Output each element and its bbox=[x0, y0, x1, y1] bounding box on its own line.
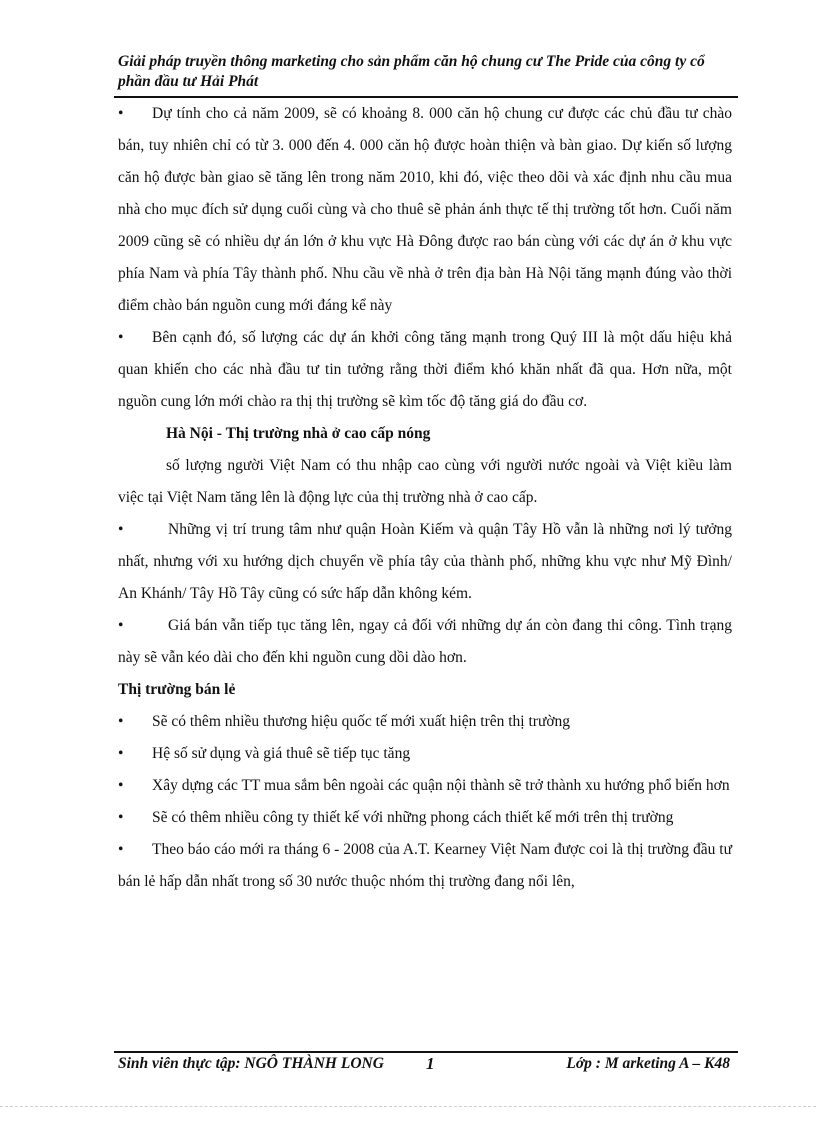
bullet-paragraph bbox=[118, 98, 732, 322]
bullet-icon: • bbox=[118, 713, 124, 730]
page-header-title: Giải pháp truyền thông marketing cho sản phẩm căn hộ chung cư The Pride của công ty cổ phần đầu tư Hải Phát bbox=[118, 53, 705, 90]
bullet-paragraph bbox=[118, 514, 732, 610]
bullet-icon: • bbox=[118, 777, 124, 794]
section-heading-retail: Thị trường bán lẻ bbox=[118, 681, 236, 698]
bullet-paragraph bbox=[118, 770, 732, 802]
bullet-icon: • bbox=[118, 521, 124, 538]
paragraph-text: Theo báo cáo mới ra tháng 6 - 2008 của A.T. Kearney Việt Nam được coi là thị trường đầu tư bán lẻ hấp dẫn nhất trong số 30 nước thuộc nhóm thị trường đang nổi lên, bbox=[118, 841, 732, 890]
bullet-icon: • bbox=[118, 809, 124, 826]
bullet-paragraph bbox=[118, 738, 732, 770]
footer-student-name: Sinh viên thực tập: NGÔ THÀNH LONG bbox=[118, 1055, 384, 1072]
bullet-icon: • bbox=[118, 745, 124, 762]
bullet-paragraph bbox=[118, 322, 732, 418]
paragraph-text: Dự tính cho cả năm 2009, sẽ có khoảng 8. 000 căn hộ chung cư được các chủ đầu tư chào bán, tuy nhiên chỉ có từ 3. 000 đến 4. 000 căn hộ được hoàn thiện và bàn giao. Dự kiến số lượng căn hộ được bàn giao sẽ tăng lên trong năm 2010, khi đó, việc theo dõi và xác định nhu cầu mua nhà cho mục đích sử dụng cuối cùng và cho thuê sẽ phản ánh thực tế thị trường tốt hơn. Cuối năm 2009 cũng sẽ có nhiều dự án lớn ở khu vực Hà Đông được rao bán cùng với các dự án ở khu vực phía Nam và phía Tây thành phố. Nhu cầu về nhà ở trên địa bàn Hà Nội tăng mạnh đúng vào thời điểm chào bán nguồn cung mới đáng kể này bbox=[118, 105, 732, 314]
section-heading-hanoi: Hà Nội - Thị trường nhà ở cao cấp nóng bbox=[166, 425, 431, 442]
bullet-paragraph bbox=[118, 706, 732, 738]
paragraph-text: Xây dựng các TT mua sắm bên ngoài các quận nội thành sẽ trở thành xu hướng phổ biến hơn bbox=[152, 777, 730, 794]
page-footer bbox=[118, 1053, 738, 1075]
bullet-paragraph bbox=[118, 802, 732, 834]
bullet-paragraph bbox=[118, 610, 732, 674]
bullet-icon: • bbox=[118, 841, 124, 858]
bullet-icon: • bbox=[118, 617, 124, 634]
paragraph-text: Giá bán vẫn tiếp tục tăng lên, ngay cả đối với những dự án còn đang thi công. Tình trạng này sẽ vẫn kéo dài cho đến khi nguồn cung dồi dào hơn. bbox=[118, 617, 732, 666]
paragraph-text: Bên cạnh đó, số lượng các dự án khởi công tăng mạnh trong Quý III là một dấu hiệu khả quan khiến cho các nhà đầu tư tin tưởng rằng thời điểm khó khăn nhất đã qua. Hơn nữa, một nguồn cung lớn mới chào ra thị thị trường sẽ kìm tốc độ tăng giá do đầu cơ. bbox=[118, 329, 732, 410]
page-number: 1 bbox=[426, 1054, 435, 1073]
paragraph-text: Hệ số sử dụng và giá thuê sẽ tiếp tục tăng bbox=[152, 745, 411, 762]
bullet-paragraph bbox=[118, 834, 732, 898]
page-break-line bbox=[0, 1106, 816, 1107]
footer-class: Lớp : M arketing A – K48 bbox=[566, 1055, 730, 1072]
paragraph-text: Sẽ có thêm nhiều thương hiệu quốc tế mới xuất hiện trên thị trường bbox=[152, 713, 571, 730]
bullet-icon: • bbox=[118, 329, 124, 346]
paragraph: số lượng người Việt Nam có thu nhập cao cùng với người nước ngoài và Việt kiều làm việc tại Việt Nam tăng lên là động lực của thị trường nhà ở cao cấp. bbox=[118, 457, 732, 506]
bullet-icon: • bbox=[118, 105, 124, 122]
paragraph-text: Những vị trí trung tâm như quận Hoàn Kiếm và quận Tây Hồ vẫn là những nơi lý tưởng nhất, nhưng với xu hướng dịch chuyển về phía tây của thành phố, những khu vực như Mỹ Đình/ An Khánh/ Tây Hồ Tây cũng có sức hấp dẫn không kém. bbox=[118, 521, 732, 602]
document-body bbox=[118, 98, 732, 898]
paragraph-text: Sẽ có thêm nhiều công ty thiết kế với những phong cách thiết kế mới trên thị trường bbox=[152, 809, 674, 826]
